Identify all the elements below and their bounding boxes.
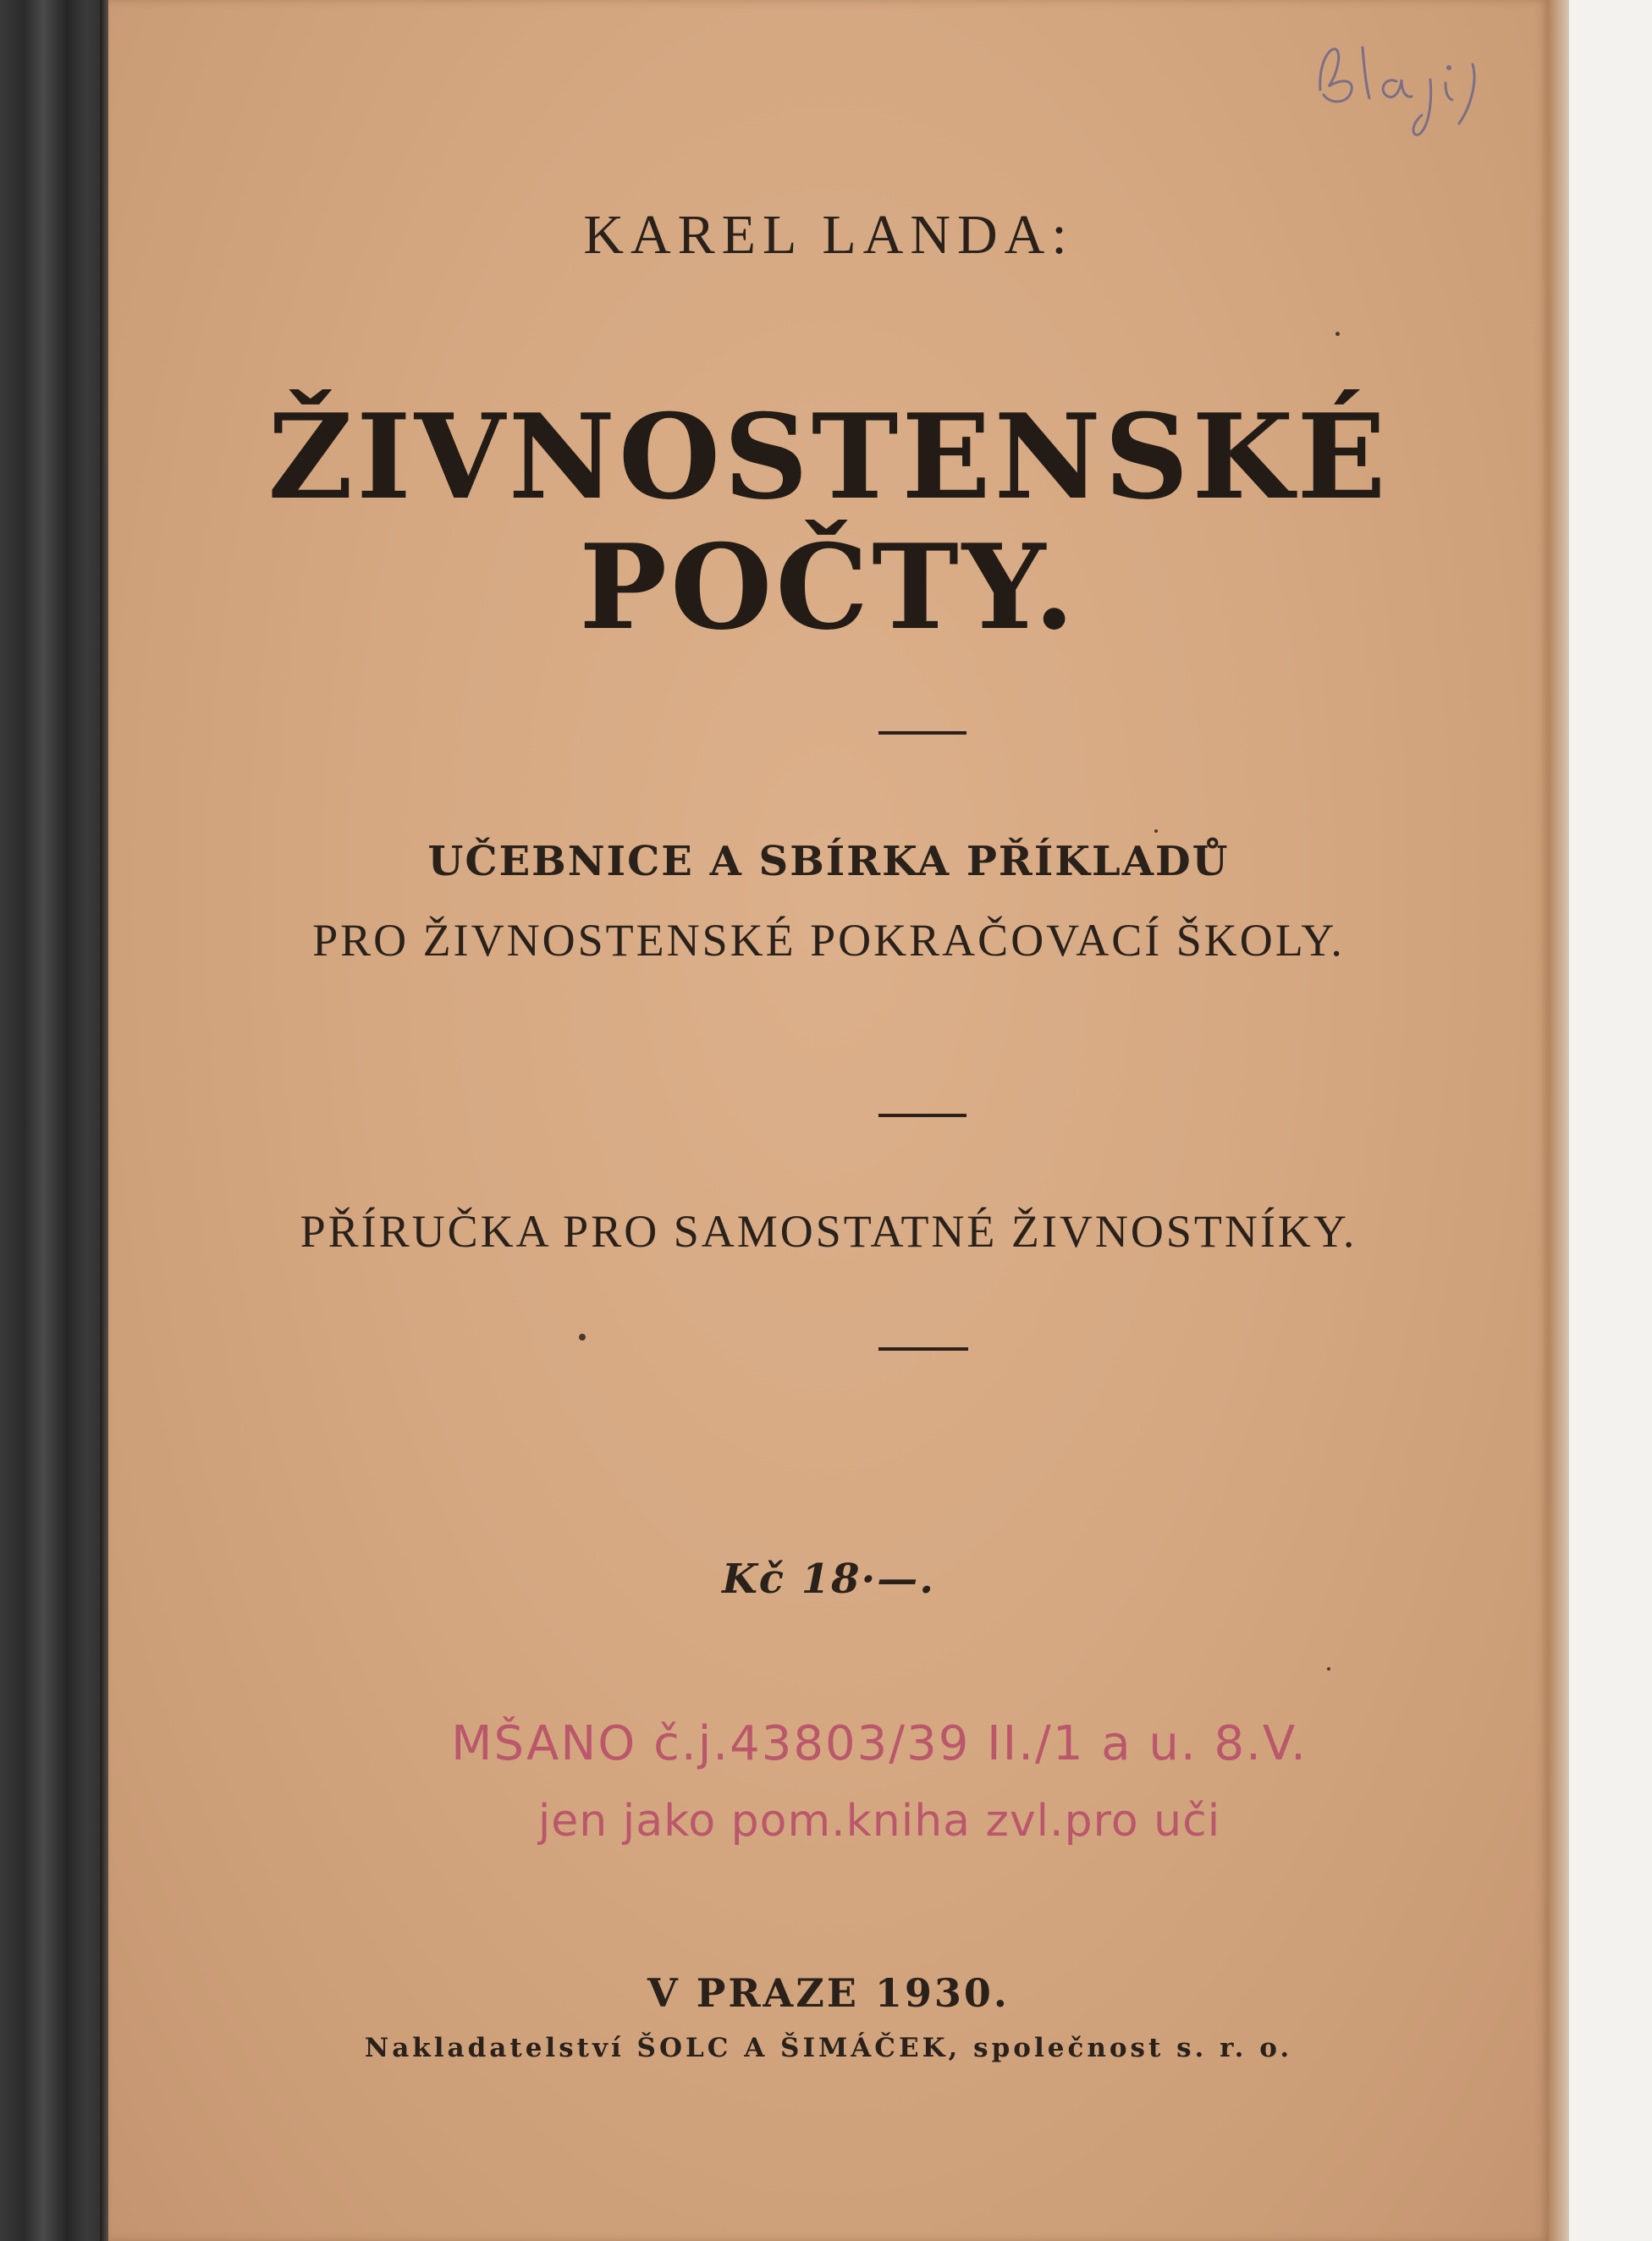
paper-speck	[579, 1334, 586, 1341]
book-title-line2: POČTY.	[579, 518, 1078, 656]
subtitle-handbook: PŘÍRUČKA PRO SAMOSTATNÉ ŽIVNOSTNÍKY.	[300, 1206, 1357, 1257]
divider-rule	[878, 731, 966, 735]
place-and-year: V PRAZE 1930.	[647, 1970, 1010, 2016]
divider-rule	[878, 1114, 966, 1117]
cover-page-edge	[1549, 0, 1569, 2241]
paper-speck	[1154, 829, 1158, 833]
subtitle-textbook: UČEBNICE A SBÍRKA PŘÍKLADŮ	[427, 838, 1230, 885]
price-label: Kč 18·—.	[722, 1555, 935, 1603]
paper-speck	[1335, 332, 1340, 336]
ministry-stamp-line2: jen jako pom.kniha zvl.pro uči	[537, 1796, 1221, 1847]
front-cover	[108, 0, 1549, 2241]
divider-rule	[878, 1347, 968, 1351]
paper-speck	[1327, 1667, 1330, 1671]
publisher-line: Nakladatelství ŠOLC A ŠIMÁČEK, společnost s. r. o.	[364, 2033, 1293, 2063]
handwritten-signature	[1303, 30, 1498, 140]
book-spine	[0, 0, 108, 2241]
author-name: KAREL LANDA:	[583, 204, 1074, 266]
book-title-line1: ŽIVNOSTENSKÉ	[267, 388, 1390, 526]
ministry-stamp-line1: MŠANO č.j.43803/39 II./1 a u. 8.V.	[451, 1716, 1308, 1771]
subtitle-schools: PRO ŽIVNOSTENSKÉ POKRAČOVACÍ ŠKOLY.	[312, 915, 1345, 966]
